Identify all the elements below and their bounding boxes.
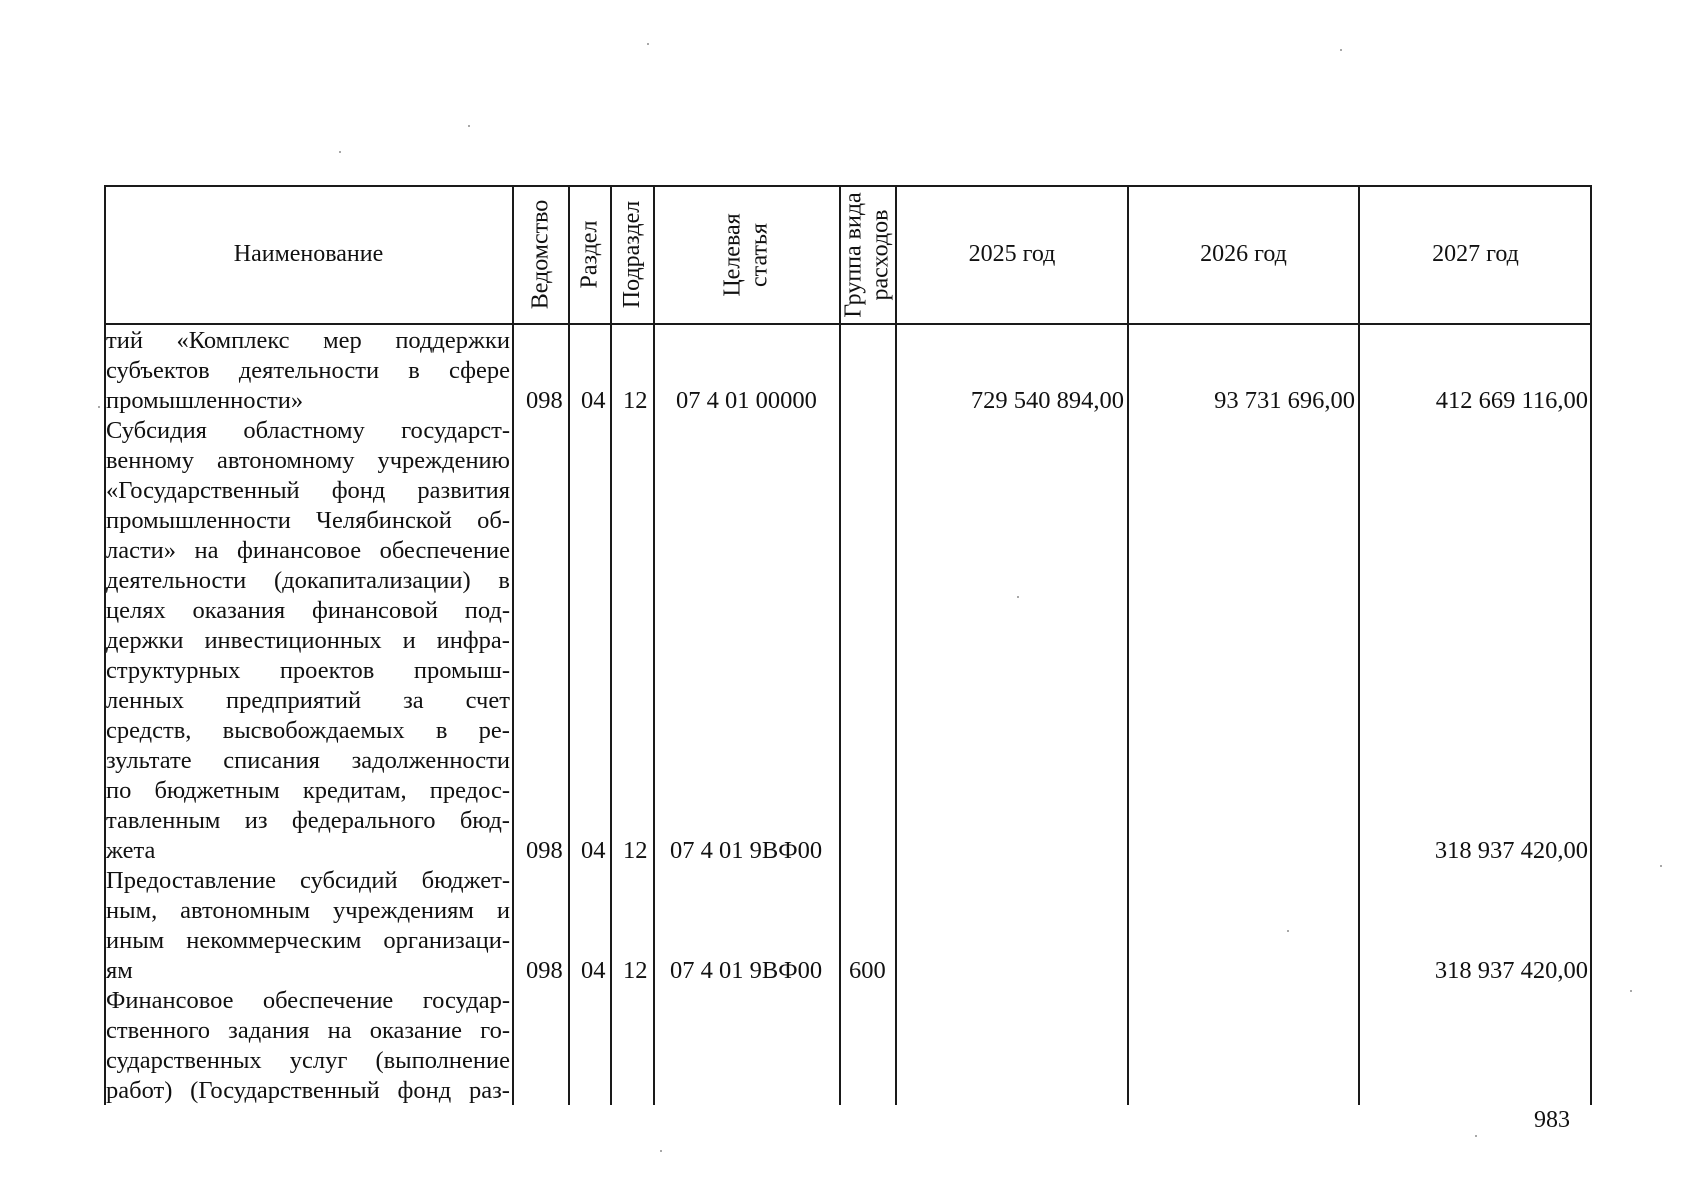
name-word: субъектов (106, 357, 210, 384)
name-word: и (496, 897, 510, 924)
name-word: задания (228, 1017, 310, 1044)
row-1-2027: 412 669 116,00 (1435, 387, 1588, 414)
column-divider (512, 185, 514, 1105)
scan-speck (1475, 1135, 1477, 1137)
name-word: иным (106, 927, 165, 954)
name-word: в (498, 567, 510, 594)
name-word: автономному (217, 447, 355, 474)
name-word: «Комплекс (176, 327, 290, 354)
name-word: предприятий (226, 687, 362, 714)
header-subsection-label: Подраздел (619, 200, 646, 309)
row-1-department: 098 (526, 387, 563, 414)
name-word: обеспечение (262, 987, 394, 1014)
name-word: тавленным (106, 807, 221, 834)
row-3-name-line (106, 956, 510, 986)
row-1-name-line (106, 326, 510, 356)
row-1-2025: 729 540 894,00 (970, 387, 1124, 414)
header-name (104, 185, 513, 324)
name-word: мер (323, 327, 362, 354)
row-2-department: 098 (526, 837, 563, 864)
row-3-target-article: 07 4 01 9ВФ00 (670, 957, 823, 984)
page-number: 983 (1534, 1107, 1570, 1133)
name-word: учреждениям (332, 897, 474, 924)
header-target-article-label (720, 213, 774, 296)
row-1-name (106, 326, 510, 416)
header-expense-group-label (841, 192, 895, 317)
row-4-name-line (106, 1046, 510, 1076)
name-word: учреждению (377, 447, 510, 474)
name-word: проектов (279, 657, 375, 684)
scan-speck (1017, 596, 1019, 598)
row-2-name-line (106, 746, 510, 776)
name-word: «Государственный (106, 477, 300, 504)
name-word: областному (243, 417, 365, 444)
header-year-2025 (896, 185, 1128, 324)
scan-speck (1660, 865, 1662, 867)
header-target-article-line2: статья (746, 222, 773, 287)
name-word: в (408, 357, 420, 384)
name-word: Челябинской (316, 507, 452, 534)
row-1-2026: 93 731 696,00 (1214, 387, 1355, 414)
header-expense-group-line1: Группа вида (841, 191, 867, 318)
column-divider (1358, 185, 1360, 1105)
header-subsection (611, 185, 654, 324)
name-word: задолженности (351, 747, 510, 774)
budget-table (104, 185, 1592, 1105)
name-word: Предоставление (106, 867, 277, 894)
column-divider (610, 185, 612, 1105)
name-word: деятельности (106, 567, 247, 594)
row-2-name-line (106, 596, 510, 626)
row-1-target-article: 07 4 01 00000 (676, 387, 817, 414)
name-word: (выполнение (375, 1047, 510, 1074)
row-2-name-line (106, 626, 510, 656)
row-2-name-line (106, 566, 510, 596)
row-2-name-line (106, 806, 510, 836)
header-section (569, 185, 611, 324)
header-year-2026-label: 2026 год (1200, 241, 1287, 267)
name-word: организаци- (383, 927, 510, 954)
name-word: венному (106, 447, 195, 474)
row-4-name-line (106, 1076, 510, 1106)
header-expense-group (840, 185, 896, 324)
name-word: поддержки (395, 327, 510, 354)
row-1-subsection: 12 (623, 387, 648, 414)
name-word: инвестиционных (204, 627, 382, 654)
header-year-2025-label: 2025 год (968, 241, 1056, 267)
name-word: сударственных (106, 1047, 262, 1074)
name-word: го- (480, 1017, 510, 1044)
name-word: и (402, 627, 416, 654)
row-3-name (106, 866, 510, 986)
row-2-subsection: 12 (623, 837, 648, 864)
row-2-name-line (106, 656, 510, 686)
name-word: работ) (106, 1077, 173, 1104)
name-word: промышленности (106, 507, 291, 534)
header-target-article (654, 185, 840, 324)
column-divider (1127, 185, 1129, 1105)
row-2-name-line (106, 506, 510, 536)
name-word: в (435, 717, 448, 744)
name-word: обеспечение (379, 537, 510, 564)
name-text: промышленности» (106, 387, 304, 414)
name-word: бюд- (459, 807, 510, 834)
name-word: фонд (397, 1077, 452, 1104)
name-word: по (106, 777, 132, 804)
name-word: некоммерческим (186, 927, 362, 954)
header-name-label: Наименование (233, 241, 384, 267)
scan-speck (468, 125, 470, 127)
name-word: автономным (180, 897, 311, 924)
scan-speck (1287, 930, 1289, 932)
name-word: ным, (106, 897, 158, 924)
column-divider (839, 185, 841, 1105)
row-1-section: 04 (581, 387, 606, 414)
name-word: ре- (478, 717, 510, 744)
name-word: сфере (448, 357, 510, 384)
row-2-name-line (106, 446, 510, 476)
name-word: кредитам, (302, 777, 407, 804)
row-3-name-line (106, 866, 510, 896)
name-word: зультате (106, 747, 192, 774)
header-department-label: Ведомство (527, 199, 554, 310)
column-divider (895, 185, 897, 1105)
name-word: из (244, 807, 268, 834)
row-2-name (106, 416, 510, 866)
row-3-expense-group: 600 (849, 957, 886, 984)
name-word: оказания (192, 597, 286, 624)
header-section-label: Раздел (576, 220, 603, 289)
name-word: ственного (106, 1017, 211, 1044)
row-2-target-article: 07 4 01 9ВФ00 (670, 837, 823, 864)
name-word: тий (106, 327, 143, 354)
scan-speck (98, 406, 100, 408)
column-divider (653, 185, 655, 1105)
row-4-name-line (106, 1016, 510, 1046)
name-word: услуг (289, 1047, 348, 1074)
name-word: ласти» (106, 537, 177, 564)
name-word: субсидий (300, 867, 398, 894)
header-expense-group-line2: расходов (868, 209, 894, 300)
row-3-2027: 318 937 420,00 (1434, 957, 1588, 984)
scan-speck (339, 151, 341, 153)
name-word: финансовой (311, 597, 438, 624)
name-word: счет (465, 687, 510, 714)
header-department (513, 185, 569, 324)
name-word: под- (464, 597, 510, 624)
column-divider (568, 185, 570, 1105)
column-divider (104, 185, 106, 1105)
row-2-2027: 318 937 420,00 (1434, 837, 1588, 864)
name-word: фонд (331, 477, 386, 504)
name-word: бюджетным (154, 777, 280, 804)
name-word: государст- (401, 417, 510, 444)
name-word: бюджет- (421, 867, 510, 894)
name-word: (докапитализации) (274, 567, 471, 594)
name-word: Субсидия (106, 417, 207, 444)
row-2-name-line (106, 476, 510, 506)
scan-speck (647, 43, 649, 45)
name-word: Финансовое (106, 987, 234, 1014)
row-2-name-line (106, 716, 510, 746)
table-top-border (104, 185, 1592, 187)
row-3-name-line (106, 926, 510, 956)
name-word: об- (477, 507, 510, 534)
row-2-name-line (106, 536, 510, 566)
row-2-name-line (106, 416, 510, 446)
header-target-article-line1: Целевая (719, 212, 746, 297)
name-word: федерального (291, 807, 436, 834)
name-word: ленных (106, 687, 185, 714)
row-3-subsection: 12 (623, 957, 648, 984)
header-bottom-border (104, 323, 1592, 325)
name-word: инфра- (436, 627, 510, 654)
row-2-name-line (106, 776, 510, 806)
name-word: предос- (429, 777, 510, 804)
scan-speck (1630, 990, 1632, 992)
name-word: держки (106, 627, 184, 654)
name-word: списания (223, 747, 320, 774)
name-word: развития (417, 477, 510, 504)
name-text: жета (106, 837, 156, 864)
row-3-name-line (106, 896, 510, 926)
name-word: структурных (106, 657, 241, 684)
name-word: деятельности (238, 357, 380, 384)
row-2-name-line (106, 686, 510, 716)
row-2-section: 04 (581, 837, 606, 864)
name-word: (Государственный (190, 1077, 380, 1104)
name-word: средств, (106, 717, 192, 744)
header-year-2027-label: 2027 год (1432, 241, 1519, 267)
name-word: на (327, 1017, 352, 1044)
scan-speck (1340, 49, 1342, 51)
name-word: на (194, 537, 219, 564)
row-1-name-line (106, 386, 510, 416)
name-text: ям (106, 957, 133, 984)
column-divider (1590, 185, 1592, 1105)
row-2-name-line (106, 836, 510, 866)
name-word: финансовое (237, 537, 362, 564)
header-year-2027 (1359, 185, 1592, 324)
name-word: государ- (422, 987, 510, 1014)
scan-speck (660, 1150, 662, 1152)
name-word: оказание (369, 1017, 463, 1044)
name-word: за (403, 687, 424, 714)
header-year-2026 (1128, 185, 1359, 324)
row-3-department: 098 (526, 957, 563, 984)
row-3-section: 04 (581, 957, 606, 984)
name-word: высвобождаемых (222, 717, 405, 744)
row-4-name (106, 986, 510, 1106)
row-1-name-line (106, 356, 510, 386)
name-word: раз- (469, 1077, 510, 1104)
name-word: целях (106, 597, 166, 624)
name-word: промыш- (413, 657, 510, 684)
row-4-name-line (106, 986, 510, 1016)
